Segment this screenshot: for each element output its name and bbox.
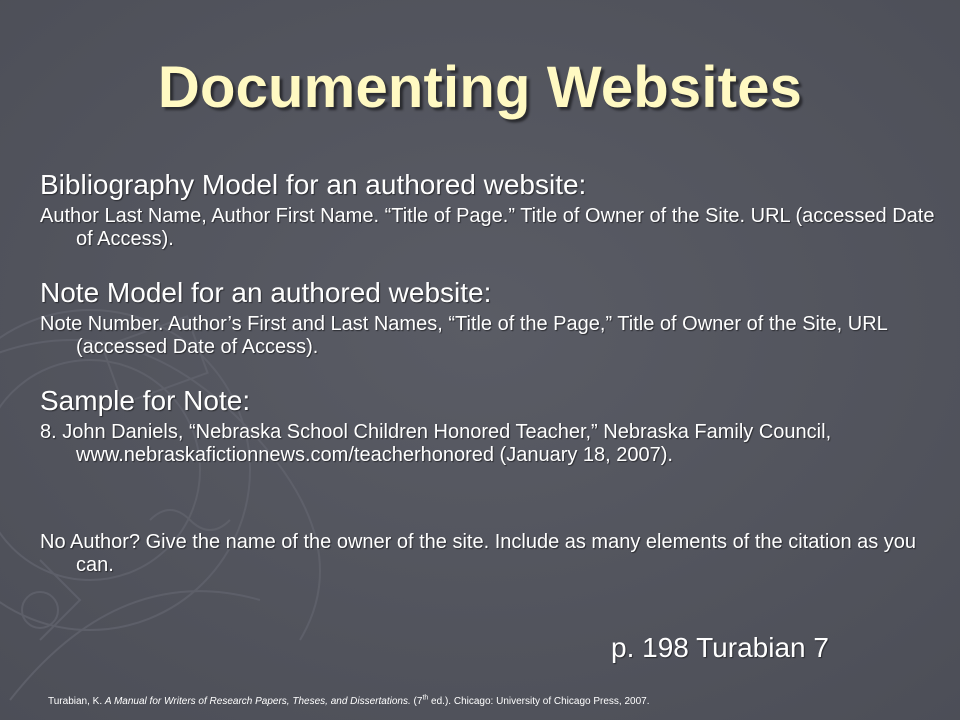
footer-book-title: A Manual for Writers of Research Papers, Theses, and Dissertations. — [104, 696, 411, 707]
footer-author: Turabian, K. — [48, 696, 105, 707]
bibliography-model-text: Author Last Name, Author First Name. “Title of Page.” Title of Owner of the Site. URL (accessed Date of Access). — [40, 205, 935, 250]
note-model-text: Note Number. Author’s First and Last Names, “Title of the Page,” Title of Owner of the Site, URL (accessed Date of Access). — [40, 313, 888, 358]
footer-citation — [48, 696, 650, 707]
note-model-heading: Note Model for an authored website: — [40, 277, 492, 308]
slide-title: Documenting Websites — [157, 55, 803, 120]
bibliography-model-heading: Bibliography Model for an authored website: — [40, 169, 587, 200]
no-author-text: No Author? Give the name of the owner of the site. Include as many elements of the citation as you can. — [40, 531, 917, 576]
sample-note-text: 8. John Daniels, “Nebraska School Children Honored Teacher,” Nebraska Family Council, www.nebraskafictionnews.com/teacherhonored (January 18, 2007). — [40, 421, 832, 466]
footer-edition-close: ed.). — [428, 696, 454, 707]
footer-edition-sup: th — [422, 694, 429, 702]
footer-edition-open: (7 — [410, 696, 423, 707]
page-reference: p. 198 Turabian 7 — [611, 632, 829, 663]
footer-publisher: Chicago: University of Chicago Press, 2007. — [453, 696, 650, 707]
slide-content — [40, 168, 940, 577]
sample-note-heading: Sample for Note: — [40, 385, 251, 416]
